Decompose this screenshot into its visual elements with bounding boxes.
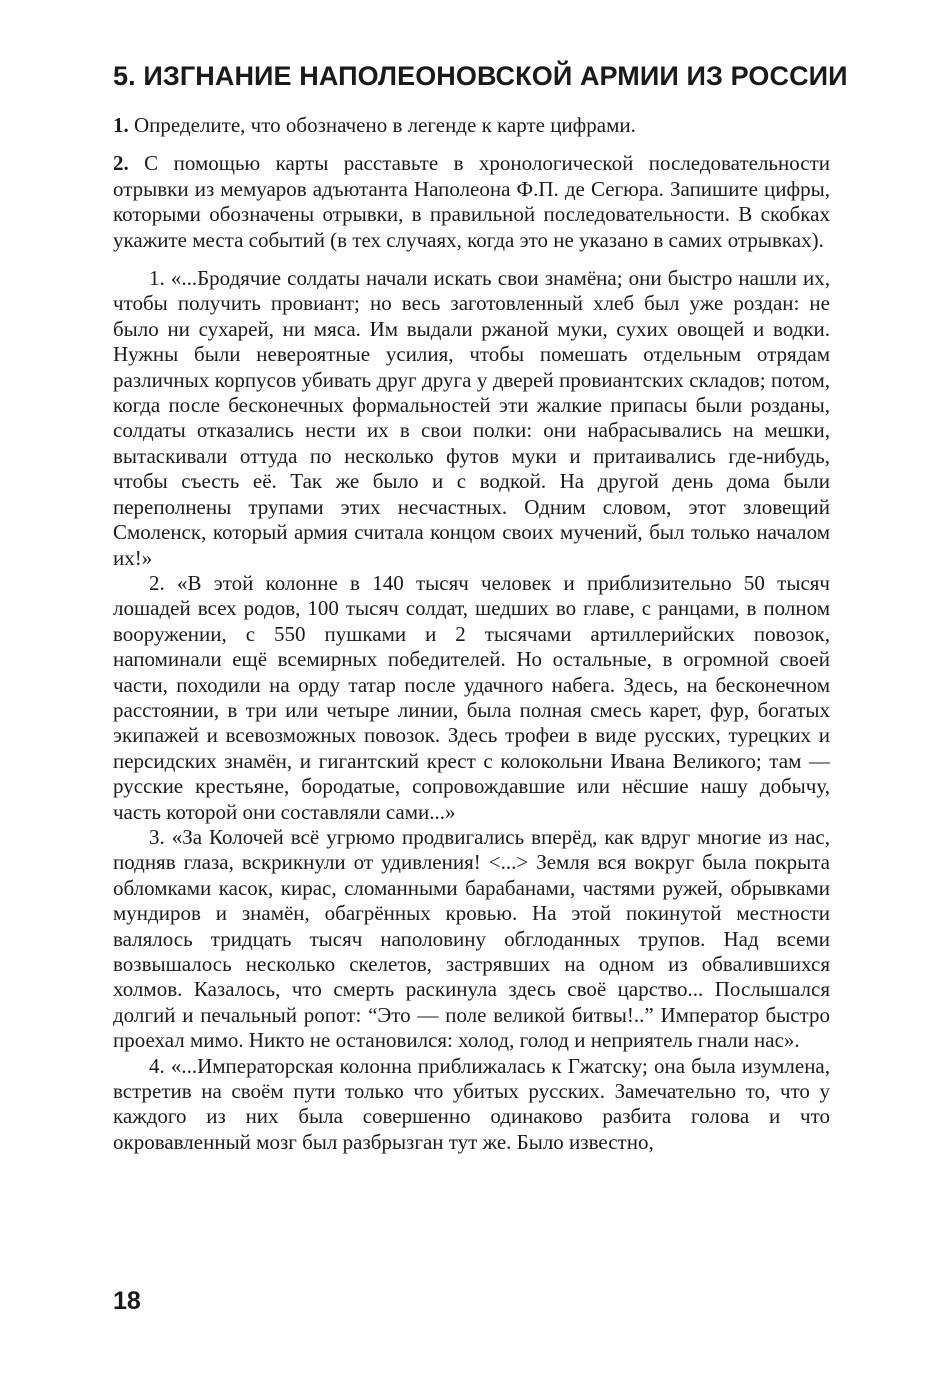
task-number: 1.: [113, 113, 129, 137]
task-text: Определите, что обозначено в легенде к карте цифрами.: [128, 113, 636, 137]
task-text: С помощью карты расставьте в хронологической последовательности отрывки из мемуаров адъютанта Наполеона Ф.П. де Сегюра. Запишите цифры, которыми обозначены отрывки, в правильной последовательности. В скобках укажите места событий (в тех случаях, когда это не указано в самих отрывках).: [113, 151, 830, 252]
task-2: [113, 151, 830, 253]
page-body: [113, 113, 830, 1155]
page-number: 18: [113, 1287, 141, 1315]
excerpt-1: 1. «...Бродячие солдаты начали искать свои знамёна; они быстро нашли их, чтобы получить провиант; но весь заготовленный хлеб был уже роздан: не было ни сухарей, ни мяса. Им выдали ржаной муки, сухих овощей и водки. Нужны были невероятные усилия, чтобы помешать отдельным отрядам различных корпусов убивать друг друга у дверей провиантских складов; потом, когда после бесконечных формальностей эти жалкие припасы были розданы, солдаты отказались нести их в свои полки: они набрасывались на мешки, вытаскивали оттуда по несколько футов муки и притаивались где-нибудь, чтобы съесть её. Так же было и с водкой. На другой день дома были переполнены трупами этих несчастных. Одним словом, этот зловещий Смоленск, который армия считала концом своих мучений, был только началом их!»: [113, 266, 830, 570]
memoir-excerpts: [113, 266, 830, 1155]
page-title: 5. ИЗГНАНИЕ НАПОЛЕОНОВСКОЙ АРМИИ ИЗ РОССИИ: [113, 61, 848, 91]
excerpt-4: 4. «...Императорская колонна приближалась к Гжатску; она была изумлена, встретив на своём пути только что убитых русских. Замечательно то, что у каждого из них была совершенно одинаково разбита голова и что окровавленный мозг был разбрызган тут же. Было известно,: [113, 1053, 830, 1154]
task-1: [113, 113, 830, 138]
excerpt-2: 2. «В этой колонне в 140 тысяч человек и приблизительно 50 тысяч лошадей всех родов, 100 тысяч солдат, шедших во главе, с ранцами, в полном вооружении, с 550 пушками и 2 тысячами артиллерийских повозок, напоминали ещё всемирных победителей. Но остальные, в огромной своей части, походили на орду татар после удачного набега. Здесь, на бесконечном расстоянии, в три или четыре линии, была полная смесь карет, фур, богатых экипажей и всевозможных повозок. Здесь трофеи в виде русских, турецких и персидских знамён, и гигантский крест с колокольни Ивана Великого; там — русские крестьяне, бородатые, сопровождавшие или нёсшие нашу добычу, часть которой они составляли сами...»: [113, 570, 830, 824]
excerpt-3: 3. «За Колочей всё угрюмо продвигались вперёд, как вдруг многие из нас, подняв глаза, вскрикнули от удивления! <...> Земля вся вокруг была покрыта обломками касок, кирас, сломанными барабанами, частями ружей, обрывками мундиров и знамён, обагрённых кровью. На этой покинутой местности валялось тридцать тысяч наполовину обглоданных трупов. Над всеми возвышалось несколько скелетов, застрявших на одном из обвалившихся холмов. Казалось, что смерть раскинула здесь своё царство... Послышался долгий и печальный ропот: “Это — поле великой битвы!..” Император быстро проехал мимо. Никто не остановился: холод, голод и неприятель гнали нас».: [113, 824, 830, 1053]
task-number: 2.: [113, 151, 129, 176]
